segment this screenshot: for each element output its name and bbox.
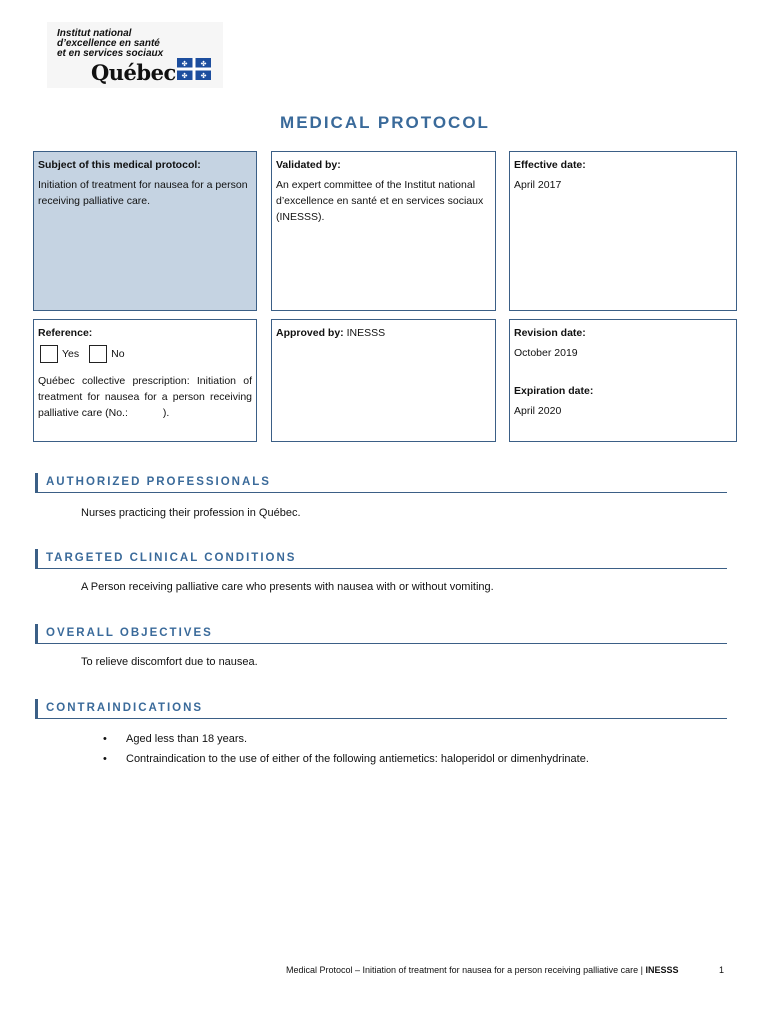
approved-label: Approved by: <box>276 327 344 339</box>
revision-date-value: October 2019 <box>514 347 578 359</box>
quebec-flag-icon <box>177 58 211 80</box>
authorized-professionals-title: AUTHORIZED PROFESSIONALS <box>46 476 271 488</box>
revision-box <box>509 319 737 442</box>
logo-quebec-wordmark: Québec <box>91 60 176 85</box>
subject-text: Initiation of treatment for nausea for a person receiving palliative care. <box>38 179 248 207</box>
page-title: MEDICAL PROTOCOL <box>280 113 490 132</box>
targeted-conditions-title: TARGETED CLINICAL CONDITIONS <box>46 552 297 564</box>
overall-objectives-title: OVERALL OBJECTIVES <box>46 627 213 639</box>
svg-text:✤: ✤ <box>181 73 188 80</box>
reference-box <box>33 319 257 442</box>
svg-text:✤: ✤ <box>200 61 207 68</box>
targeted-conditions-body: A Person receiving palliative care who presents with nausea with or without vomiting. <box>81 581 494 593</box>
page-footer <box>286 965 679 975</box>
effective-date-box <box>509 151 737 311</box>
footer-text: Medical Protocol – Initiation of treatment for nausea for a person receiving palliative care | <box>286 965 646 975</box>
page-number: 1 <box>719 965 725 975</box>
reference-checkbox-row <box>40 345 252 363</box>
effective-date-value: April 2017 <box>514 179 562 191</box>
inesss-logo <box>47 22 223 88</box>
validated-text: An expert committee of the Institut national d’excellence en santé et en services sociaux (INESSS). <box>276 179 484 223</box>
contraindications-title: CONTRAINDICATIONS <box>46 702 204 714</box>
effective-date-label: Effective date: <box>514 159 586 171</box>
logo-institution-name <box>57 29 163 59</box>
approved-box <box>271 319 496 442</box>
yes-label: Yes <box>62 348 80 360</box>
svg-text:✤: ✤ <box>200 73 207 80</box>
expiration-date-value: April 2020 <box>514 405 562 417</box>
logo-line-1: Institut national <box>57 28 132 39</box>
svg-text:✤: ✤ <box>181 61 188 68</box>
overall-objectives-body: To relieve discomfort due to nausea. <box>81 656 258 668</box>
subject-label: Subject of this medical protocol: <box>38 159 201 171</box>
validated-label: Validated by: <box>276 159 341 171</box>
logo-line-3: et en services sociaux <box>57 48 164 59</box>
reference-label: Reference: <box>38 327 93 339</box>
revision-date-label: Revision date: <box>514 327 586 339</box>
contraindications-list <box>100 731 589 771</box>
authorized-professionals-header <box>35 473 727 493</box>
expiration-date-label: Expiration date: <box>514 385 594 397</box>
overall-objectives-header <box>35 624 727 644</box>
approved-value: INESSS <box>343 327 386 339</box>
subject-box <box>33 151 257 311</box>
no-checkbox[interactable] <box>89 345 107 363</box>
yes-checkbox[interactable] <box>40 345 58 363</box>
list-item: • Contraindication to the use of either of the following antiemetics: haloperidol or dimenhydrinate. <box>100 751 589 771</box>
footer-org: INESSS <box>645 965 679 975</box>
no-label: No <box>111 348 125 360</box>
authorized-professionals-body: Nurses practicing their profession in Québec. <box>81 507 301 519</box>
targeted-conditions-header <box>35 549 727 569</box>
logo-line-2: d’excellence en santé <box>57 38 160 49</box>
contraindications-header <box>35 699 727 719</box>
reference-text: Québec collective prescription: Initiation of treatment for nausea for a person receiving palliative care (No.: ). <box>38 375 255 419</box>
list-item: • Aged less than 18 years. <box>100 731 589 751</box>
validated-box <box>271 151 496 311</box>
